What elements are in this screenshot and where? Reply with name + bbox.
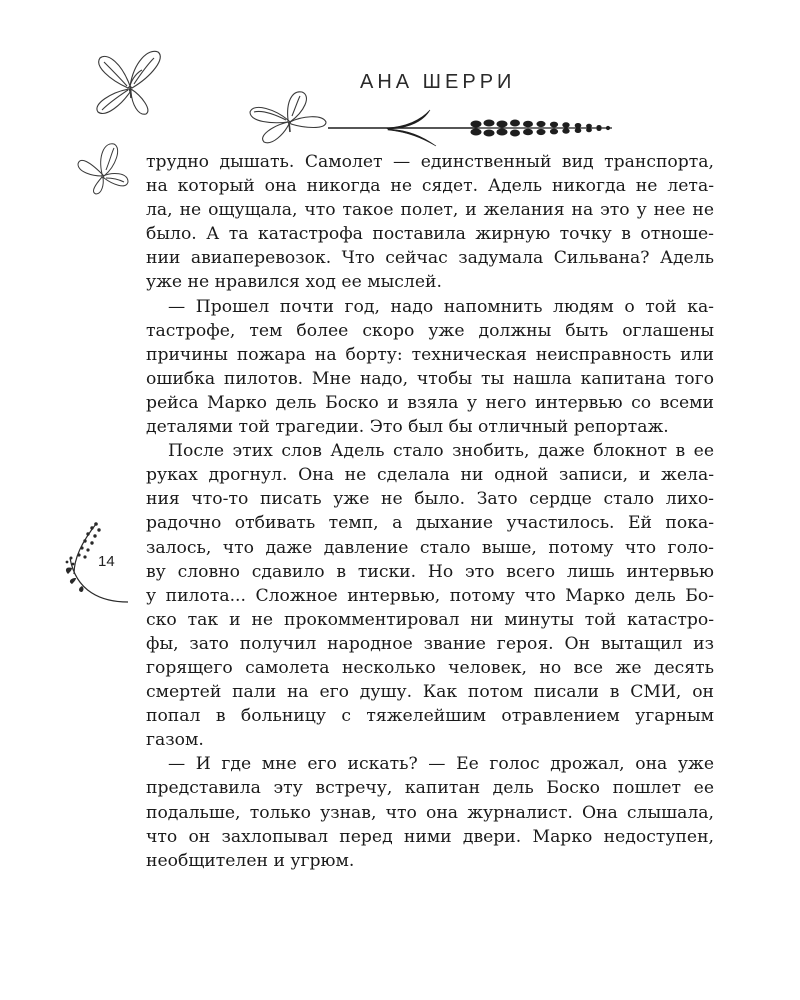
- text-line: После этих слов Адель стало знобить, даже блокнот в ее: [168, 441, 714, 462]
- butterfly-icon: [72, 138, 136, 198]
- text-line: ско так и не прокомментировал ни минуты той катастро-: [146, 609, 714, 630]
- text-line: газом.: [146, 730, 204, 751]
- body-text: [146, 150, 714, 873]
- text-line: подальше, только узнав, что она журналист. Она слышала,: [146, 802, 714, 823]
- leaf-sprig-icon: [62, 518, 132, 606]
- text-line: горящего самолета несколько человек, но все же десять: [146, 657, 714, 678]
- text-line: необщителен и угрюм.: [146, 850, 355, 871]
- text-line: ошибка пилотов. Мне надо, чтобы ты нашла капитана того: [146, 368, 714, 389]
- text-line: фы, зато получил народное звание героя. Он вытащил из: [146, 633, 714, 654]
- text-line: попал в больницу с тяжелейшим отравлением угарным: [146, 706, 714, 727]
- text-line: ла, не ощущала, что такое полет, и желания на это у нее не: [146, 200, 714, 221]
- text-line: у пилота... Сложное интервью, потому что Марко дель Бо-: [146, 585, 714, 606]
- text-line: причины пожара на борту: техническая неисправность или: [146, 344, 714, 365]
- text-line: что он захлопывал перед ними двери. Марко недоступен,: [146, 826, 714, 847]
- text-line: нии авиаперевозок. Что сейчас задумала Сильвана? Адель: [146, 248, 714, 269]
- page-number: 14: [98, 553, 115, 570]
- running-header-author: АНА ШЕРРИ: [360, 71, 516, 93]
- text-line: было. А та катастрофа поставила жирную точку в отноше-: [146, 224, 714, 245]
- text-line: тастрофе, тем более скоро уже должны быть оглашены: [146, 320, 714, 341]
- text-line: радочно отбивать темп, а дыхание участилось. Ей пока-: [146, 513, 714, 534]
- text-line: трудно дышать. Самолет — единственный вид транспорта,: [146, 152, 714, 172]
- butterfly-icon: [82, 42, 172, 122]
- text-line: руках дрогнул. Она не сделала ни одной записи, и жела-: [146, 465, 714, 486]
- text-line: уже не нравился ход ее мыслей.: [146, 272, 442, 293]
- lavender-branch-icon: [326, 108, 618, 148]
- text-line: смертей пали на его душу. Как потом писали в СМИ, он: [146, 682, 714, 703]
- text-line: — И где мне его искать? — Ее голос дрожал, она уже: [168, 754, 714, 775]
- text-line: ву словно сдавило в тиски. Но это всего лишь интервью: [146, 561, 714, 582]
- text-line: деталями той трагедии. Это был бы отличный репортаж.: [146, 417, 669, 438]
- text-line: на который она никогда не сядет. Адель никогда не лета-: [146, 176, 714, 197]
- text-line: рейса Марко дель Боско и взяла у него интервью со всеми: [146, 392, 714, 413]
- text-line: залось, что даже давление стало выше, потому что голо-: [146, 537, 714, 558]
- text-line: ния что-то писать уже не было. Зато сердце стало лихо-: [146, 489, 714, 510]
- text-line: — Прошел почти год, надо напомнить людям о той ка-: [168, 296, 714, 317]
- text-line: представила эту встречу, капитан дель Боско пошлет ее: [146, 778, 714, 799]
- butterfly-icon: [242, 86, 334, 150]
